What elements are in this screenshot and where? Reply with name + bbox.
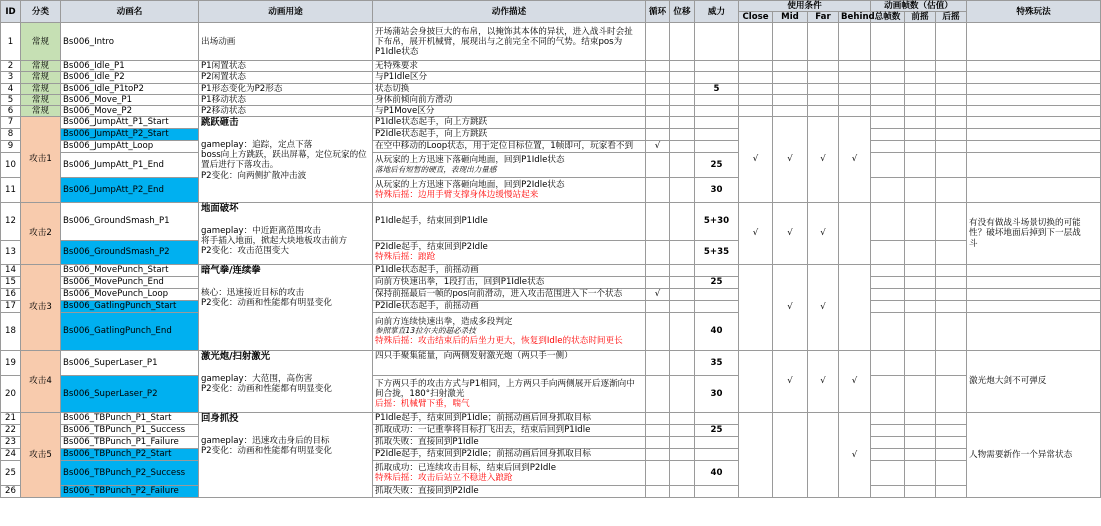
anim-name: Bs006_GroundSmash_P1 <box>61 202 199 240</box>
cond-mid: √ <box>773 116 808 202</box>
category-cell: 攻击5 <box>21 412 61 497</box>
header-behind: Behind <box>839 12 871 23</box>
table-row <box>1 128 1101 140</box>
group-line: gameplay：迅速攻击身后的目标 <box>201 436 330 447</box>
table-row <box>1 177 1101 202</box>
anim-name: Bs006_Idle_P2 <box>61 72 199 83</box>
anim-name: Bs006_GatlingPunch_End <box>61 312 199 350</box>
group-title: 暗气拳/连续拳 <box>201 264 261 276</box>
anim-name: Bs006_TBPunch_P1_Success <box>61 424 199 436</box>
table-row <box>1 312 1101 350</box>
row-id: 18 <box>1 312 21 350</box>
group-title: 地面破坏 <box>201 202 239 214</box>
row-id: 13 <box>1 240 21 264</box>
cond-far: √ <box>808 350 839 412</box>
group-line: 置后进行下落攻击。 <box>201 160 279 171</box>
cond-far: √ <box>808 264 839 350</box>
table-row <box>1 116 1101 128</box>
table-row <box>1 300 1101 312</box>
table-row <box>1 202 1101 240</box>
special-smash: 有没有做战斗场景切换的可能 性？破坏地面后掉到下一层战 斗 <box>967 202 1101 264</box>
category-cell: 常规 <box>21 23 61 61</box>
table-row <box>1 61 1101 72</box>
anim-name: Bs006_Idle_P1toP2 <box>61 83 199 94</box>
cond-far: √ <box>808 202 839 264</box>
purpose-group-laser <box>199 350 373 412</box>
group-line: gameplay：大范围，高伤害 <box>201 374 313 385</box>
row-id: 6 <box>1 105 21 116</box>
desc-cell: 下方两只手的攻击方式与P1相同，上方两只手向两侧展开后逐渐向中 间合拢，180°扫射激光 后摇：机械臂下垂，喘气 <box>373 375 646 412</box>
table-row <box>1 152 1101 177</box>
anim-name: Bs006_JumpAtt_P2_End <box>61 177 199 202</box>
purpose-cell: P2移动状态 <box>199 105 373 116</box>
group-line: 将手插入地面，掀起大块地板攻击前方 <box>201 236 348 247</box>
row-id: 11 <box>1 177 21 202</box>
desc-cell: 向前方连续快速出拳，造成多段判定 参照掌直13拉尔夫的超必杀技 特殊后摇：攻击结束后的后坐力更大，恢复到Idle的状态时间更长 <box>373 312 646 350</box>
power-cell: 25 <box>695 424 739 436</box>
desc-cell: P2Idle起手，结束回到P2Idle 特殊后摇：踉跄 <box>373 240 646 264</box>
row-id: 15 <box>1 276 21 288</box>
row-id: 21 <box>1 412 21 424</box>
table-row <box>1 448 1101 460</box>
category-cell: 攻击3 <box>21 264 61 350</box>
header-total-frames: 总帧数 <box>871 12 905 23</box>
row-id: 12 <box>1 202 21 240</box>
desc-cell: 状态切换 <box>373 83 646 94</box>
anim-name: Bs006_Move_P2 <box>61 105 199 116</box>
desc-cell: 从玩家的上方迅速下落砸向地面，回到P2Idle状态 特殊后摇：边用手臂支撑身体边缓慢站起来 <box>373 177 646 202</box>
row-id: 20 <box>1 375 21 412</box>
purpose-group-grab <box>199 412 373 497</box>
purpose-cell: P1闲置状态 <box>199 61 373 72</box>
group-p2: P2变化：动画和性能都有明显变化 <box>201 446 332 457</box>
row-id: 23 <box>1 436 21 448</box>
desc-cell: P1Idle状态起手，前摇动画 <box>373 264 646 276</box>
row-id: 8 <box>1 128 21 140</box>
desc-cell: 向前方快速出拳，1段打击，回到P1Idle状态 <box>373 276 646 288</box>
category-cell: 常规 <box>21 61 61 72</box>
table-row <box>1 412 1101 424</box>
table-row <box>1 375 1101 412</box>
cond-close: √ <box>739 116 773 202</box>
row-id: 1 <box>1 23 21 61</box>
desc-cell: 抓取成功：一记重拳将目标打飞出去，结束后回到P1Idle <box>373 424 646 436</box>
header-startup: 前摇 <box>905 12 936 23</box>
purpose-group-smash <box>199 202 373 264</box>
desc-cell: P2Idle起手，结束回到P2Idle；前摇动画后回身抓取目标 <box>373 448 646 460</box>
anim-name: Bs006_Idle_P1 <box>61 61 199 72</box>
special-grab: 人物需要新作一个异常状态 <box>967 412 1101 497</box>
purpose-cell: P1形态变化为P2形态 <box>199 83 373 94</box>
power-cell: 5+30 <box>695 202 739 240</box>
group-p2: P2变化：攻击范围变大 <box>201 246 289 257</box>
desc-cell: P1Idle状态起手，向上方跳跃 <box>373 116 646 128</box>
anim-name: Bs006_TBPunch_P1_Start <box>61 412 199 424</box>
row-id: 22 <box>1 424 21 436</box>
header-anim-name: 动画名 <box>61 1 199 23</box>
power-cell: 25 <box>695 276 739 288</box>
row-id: 10 <box>1 152 21 177</box>
special-laser: 激光炮大剑不可弹反 <box>967 350 1101 412</box>
header-conditions: 使用条件 <box>739 1 871 12</box>
power-cell: 40 <box>695 460 739 485</box>
row-id: 9 <box>1 140 21 152</box>
desc-cell: 保持前摇最后一帧的pos向前滑动，进入攻击范围进入下一个状态 <box>373 288 646 300</box>
desc-cell: 抓取失败：直接回到P2Idle <box>373 485 646 497</box>
header-power: 威力 <box>695 1 739 23</box>
table-row <box>1 485 1101 497</box>
group-p2: P2变化：动画和性能都有明显变化 <box>201 384 332 395</box>
category-cell: 常规 <box>21 83 61 94</box>
table-row <box>1 72 1101 83</box>
anim-name: Bs006_MovePunch_End <box>61 276 199 288</box>
anim-name: Bs006_GroundSmash_P2 <box>61 240 199 264</box>
header-purpose: 动画用途 <box>199 1 373 23</box>
purpose-cell: 出场动画 <box>199 23 373 61</box>
table-row <box>1 83 1101 94</box>
header-special: 特殊玩法 <box>967 1 1101 23</box>
table-row <box>1 94 1101 105</box>
anim-name: Bs006_SuperLaser_P1 <box>61 350 199 375</box>
desc-cell: P1Idle起手，结束回到P1Idle <box>373 202 646 240</box>
cond-mid: √ <box>773 202 808 264</box>
table-row <box>1 105 1101 116</box>
row-id: 19 <box>1 350 21 375</box>
header-desc: 动作描述 <box>373 1 646 23</box>
power-cell: 30 <box>695 375 739 412</box>
anim-name: Bs006_JumpAtt_P2_Start <box>61 128 199 140</box>
cond-mid: √ <box>773 350 808 412</box>
category-cell: 常规 <box>21 72 61 83</box>
desc-cell: 与P1Idle区分 <box>373 72 646 83</box>
row-id: 26 <box>1 485 21 497</box>
header-close: Close <box>739 12 773 23</box>
table-row <box>1 288 1101 300</box>
table-row <box>1 140 1101 152</box>
header-loop: 循环 <box>646 1 670 23</box>
row-id: 7 <box>1 116 21 128</box>
header-category: 分类 <box>21 1 61 23</box>
row-id: 16 <box>1 288 21 300</box>
table-row <box>1 424 1101 436</box>
cond-close: √ <box>739 202 773 264</box>
cond-behind: √ <box>839 350 871 412</box>
anim-name: Bs006_MovePunch_Loop <box>61 288 199 300</box>
anim-name: Bs006_TBPunch_P1_Failure <box>61 436 199 448</box>
loop-cell: √ <box>646 288 670 300</box>
row-id: 24 <box>1 448 21 460</box>
desc-cell: 抓取成功：已连续攻击目标，结束后回到P2Idle 特殊后摇：攻击后站立不稳进入踉跄 <box>373 460 646 485</box>
power-cell: 5 <box>695 83 739 94</box>
desc-cell: 开场蒲站会身披巨大的布帛，以掩饰其本体的异状，进入战斗时会扯 下布帛，展开机械臂，展现出与之前完全不同的气势。结束pos为 P1Idle状态 <box>373 23 646 61</box>
purpose-group-punch <box>199 264 373 350</box>
desc-cell: P1Idle起手，结束回到P1Idle；前摇动画后回身抓取目标 <box>373 412 646 424</box>
group-line: 核心：迅速接近目标的攻击 <box>201 288 305 299</box>
power-cell: 25 <box>695 152 739 177</box>
power-cell: 30 <box>695 177 739 202</box>
purpose-cell: P1移动状态 <box>199 94 373 105</box>
table-row <box>1 23 1101 61</box>
cond-behind: √ <box>839 412 871 497</box>
header-mid: Mid <box>773 12 808 23</box>
group-p2: P2变化：向两侧扩散冲击波 <box>201 170 307 181</box>
header-displacement: 位移 <box>670 1 695 23</box>
desc-cell: 与P1Move区分 <box>373 105 646 116</box>
purpose-group-jump <box>199 116 373 202</box>
category-cell: 攻击1 <box>21 116 61 202</box>
anim-name: Bs006_JumpAtt_P1_End <box>61 152 199 177</box>
header-far: Far <box>808 12 839 23</box>
loop-cell: √ <box>646 140 670 152</box>
purpose-cell: P2闲置状态 <box>199 72 373 83</box>
desc-cell: P2Idle状态起手，向上方跳跃 <box>373 128 646 140</box>
group-line: gameplay：中近距离范围攻击 <box>201 226 321 237</box>
category-cell: 常规 <box>21 105 61 116</box>
row-id: 4 <box>1 83 21 94</box>
group-line: boss向上方跳跃，跃出屏幕，定位玩家的位 <box>201 150 367 161</box>
row-id: 14 <box>1 264 21 276</box>
group-p2: P2变化：动画和性能都有明显变化 <box>201 298 332 309</box>
header-recovery: 后摇 <box>936 12 967 23</box>
category-cell: 常规 <box>21 94 61 105</box>
anim-name: Bs006_JumpAtt_Loop <box>61 140 199 152</box>
row-id: 3 <box>1 72 21 83</box>
anim-name: Bs006_TBPunch_P2_Failure <box>61 485 199 497</box>
table-row <box>1 460 1101 485</box>
cond-behind: √ <box>839 116 871 202</box>
category-cell: 攻击2 <box>21 202 61 264</box>
table-row <box>1 276 1101 288</box>
group-title: 激光炮/扫射激光 <box>201 350 271 362</box>
desc-cell: 从玩家的上方迅速下落砸向地面，回到P1Idle状态 落地后有短暂的硬直，表现出力量感 <box>373 152 646 177</box>
row-id: 17 <box>1 300 21 312</box>
row-id: 25 <box>1 460 21 485</box>
anim-name: Bs006_JumpAtt_P1_Start <box>61 116 199 128</box>
group-title: 跳跃砸击 <box>201 116 239 128</box>
desc-cell: 抓取失败：直接回到P1Idle <box>373 436 646 448</box>
desc-cell: 四只手聚集能量，向两侧发射激光炮（两只手一侧） <box>373 350 646 375</box>
cond-mid: √ <box>773 264 808 350</box>
anim-name: Bs006_Intro <box>61 23 199 61</box>
table-row <box>1 350 1101 375</box>
anim-name: Bs006_TBPunch_P2_Success <box>61 460 199 485</box>
table-row <box>1 240 1101 264</box>
header-frames: 动画帧数（估值） <box>871 1 967 12</box>
anim-name: Bs006_Move_P1 <box>61 94 199 105</box>
anim-name: Bs006_GatlingPunch_Start <box>61 300 199 312</box>
header-id: ID <box>1 1 21 23</box>
table-row <box>1 436 1101 448</box>
desc-cell: 身体前倾向前方滑动 <box>373 94 646 105</box>
table-row <box>1 264 1101 276</box>
category-cell: 攻击4 <box>21 350 61 412</box>
anim-name: Bs006_MovePunch_Start <box>61 264 199 276</box>
power-cell: 40 <box>695 312 739 350</box>
desc-cell: P2Idle状态起手，前摇动画 <box>373 300 646 312</box>
desc-cell: 在空中移动的Loop状态，用于定位目标位置，1帧即可，玩家看不到 <box>373 140 646 152</box>
power-cell: 35 <box>695 350 739 375</box>
anim-name: Bs006_TBPunch_P2_Start <box>61 448 199 460</box>
anim-name: Bs006_SuperLaser_P2 <box>61 375 199 412</box>
row-id: 2 <box>1 61 21 72</box>
desc-cell: 无特殊要求 <box>373 61 646 72</box>
group-line: gameplay：追踪，定点下落 <box>201 140 313 151</box>
group-title: 回身抓投 <box>201 412 239 424</box>
power-cell: 5+35 <box>695 240 739 264</box>
row-id: 5 <box>1 94 21 105</box>
cond-far: √ <box>808 116 839 202</box>
